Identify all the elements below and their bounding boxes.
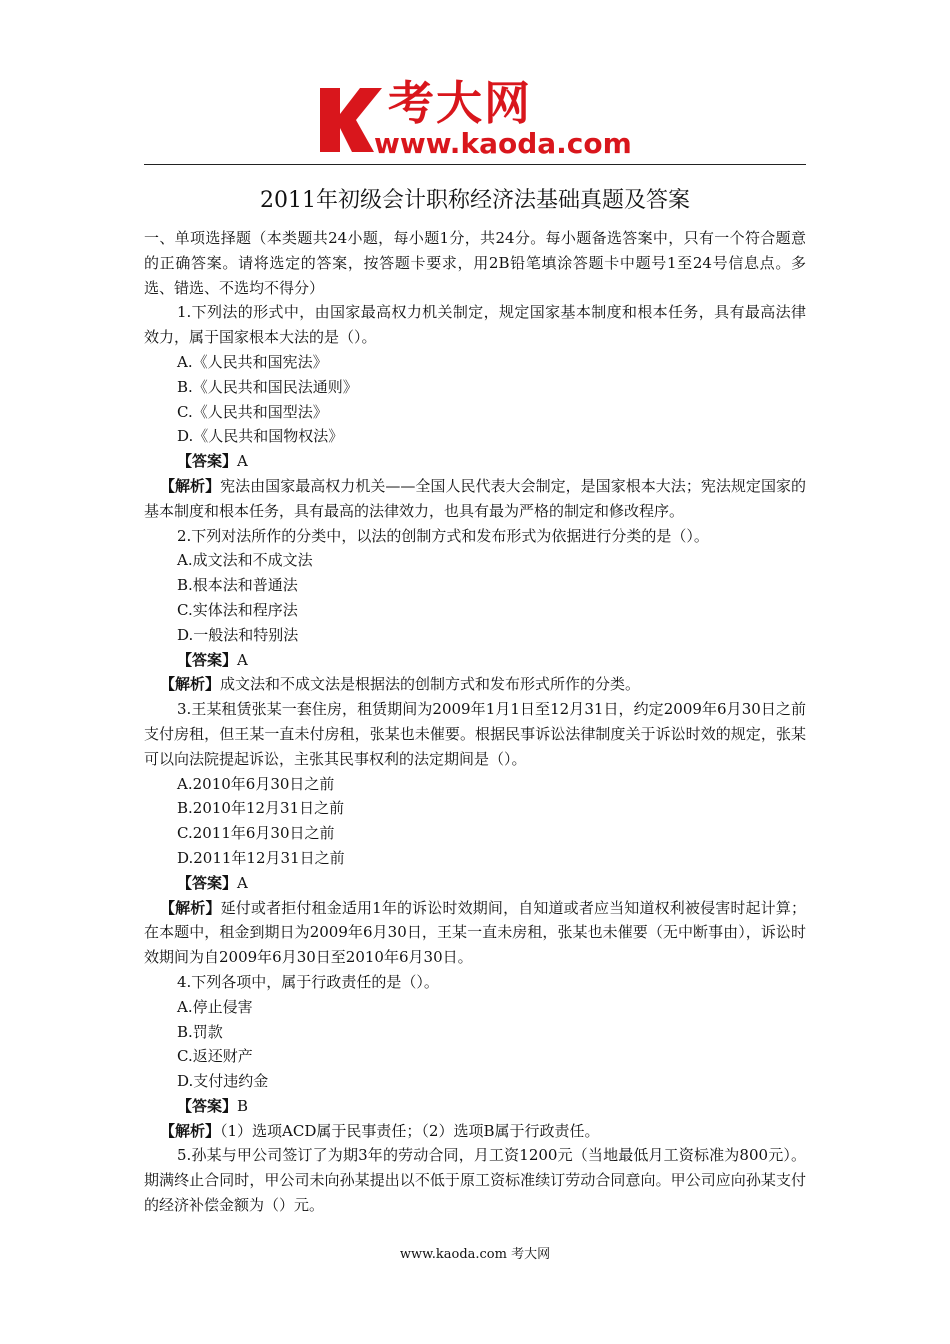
header-divider [144, 164, 806, 165]
question-stem: 3.王某租赁张某一套住房，租赁期间为2009年1月1日至12月31日，约定2009年6月30日之前支付房租，但王某一直未付房租，张某也未催要。根据民事诉讼法律制度关于诉讼时效的规定，张某可以向法院提起诉讼，主张其民事权利的法定期间是（）。 [144, 700, 806, 768]
analysis-tag: 【解析】 [160, 476, 221, 495]
answer-tag: 【答案】 [177, 873, 238, 892]
answer-tag: 【答案】 [177, 1096, 238, 1115]
option-item: B.根本法和普通法 [177, 576, 298, 595]
answer-line [144, 648, 806, 673]
option-item: B.《人民共和国民法通则》 [177, 377, 358, 396]
document-title: 2011年初级会计职称经济法基础真题及答案 [260, 188, 690, 213]
brand-name: 考大网 [388, 76, 532, 130]
section-intro: 一、单项选择题（本类题共24小题，每小题1分，共24分。每小题备选答案中，只有一个符合题意的正确答案。请将选定的答案，按答题卡要求，用2B铅笔填涂答题卡中题号1至24号信息点。多选、错选、不选均不得分） [144, 229, 806, 297]
answer-value: A [237, 452, 248, 471]
question-stem: 2.下列对法所作的分类中，以法的创制方式和发布形式为依据进行分类的是（）。 [177, 526, 709, 545]
answer-value: A [237, 873, 248, 892]
answer-value: A [237, 650, 248, 669]
question-stem: 1.下列法的形式中，由国家最高权力机关制定，规定国家基本制度和根本任务，具有最高法律效力，属于国家根本大法的是（）。 [144, 303, 806, 347]
option-item: D.一般法和特别法 [177, 625, 299, 644]
option-item: A.《人民共和国宪法》 [177, 352, 328, 371]
analysis-line [144, 474, 806, 524]
question-stem: 5.孙某与甲公司签订了为期3年的劳动合同，月工资1200元（当地最低月工资标准为800元）。期满终止合同时，甲公司未向孙某提出以不低于原工资标准续订劳动合同意向。甲公司应向孙某支付的经济补偿金额为（）元。 [144, 1146, 806, 1215]
option-item: A.停止侵害 [177, 997, 253, 1016]
option-item: B.2010年12月31日之前 [177, 799, 345, 818]
option-item: D.支付违约金 [177, 1072, 269, 1091]
analysis-line [144, 1119, 806, 1144]
analysis-text: 成文法和不成文法是根据法的创制方式和发布形式所作的分类。 [220, 675, 641, 694]
option-item: D.《人民共和国物权法》 [177, 427, 344, 446]
answer-line [144, 1094, 806, 1119]
answer-line [144, 871, 806, 896]
answer-line [144, 449, 806, 474]
option-item: C.实体法和程序法 [177, 600, 298, 619]
option-item: A.成文法和不成文法 [177, 551, 313, 570]
brand-url[interactable]: www.kaoda.com [374, 127, 632, 160]
analysis-tag: 【解析】 [160, 898, 221, 917]
option-item: C.2011年6月30日之前 [177, 824, 335, 843]
option-item: C.返还财产 [177, 1047, 253, 1066]
option-item: A.2010年6月30日之前 [177, 774, 335, 793]
answer-value: B [237, 1096, 249, 1115]
analysis-tag: 【解析】 [160, 1121, 221, 1140]
page-footer: www.kaoda.com 考大网 [399, 1247, 551, 1262]
option-item: D.2011年12月31日之前 [177, 848, 345, 867]
analysis-text: 宪法由国家最高权力机关——全国人民代表大会制定，是国家根本大法；宪法规定国家的基本制度和根本任务，具有最高的法律效力，也具有最为严格的制定和修改程序。 [144, 476, 806, 520]
answer-tag: 【答案】 [177, 650, 238, 669]
document-body [144, 226, 806, 1218]
analysis-text: （1）选项ACD属于民事责任；（2）选项B属于行政责任。 [220, 1121, 600, 1140]
analysis-line [144, 672, 806, 697]
analysis-line [144, 896, 806, 970]
answer-tag: 【答案】 [177, 452, 238, 471]
option-item: C.《人民共和国型法》 [177, 402, 328, 421]
analysis-text: 延付或者拒付租金适用1年的诉讼时效期间，自知道或者应当知道权利被侵害时起计算；在本题中，租金到期日为2009年6月30日，王某一直未房租，张某也未催要（无中断事由），诉讼时效期间为自2009年6月30日至2010年6月30日。 [144, 898, 806, 967]
question-stem: 4.下列各项中，属于行政责任的是（）。 [177, 972, 439, 991]
analysis-tag: 【解析】 [160, 675, 221, 694]
option-item: B.罚款 [177, 1022, 223, 1041]
